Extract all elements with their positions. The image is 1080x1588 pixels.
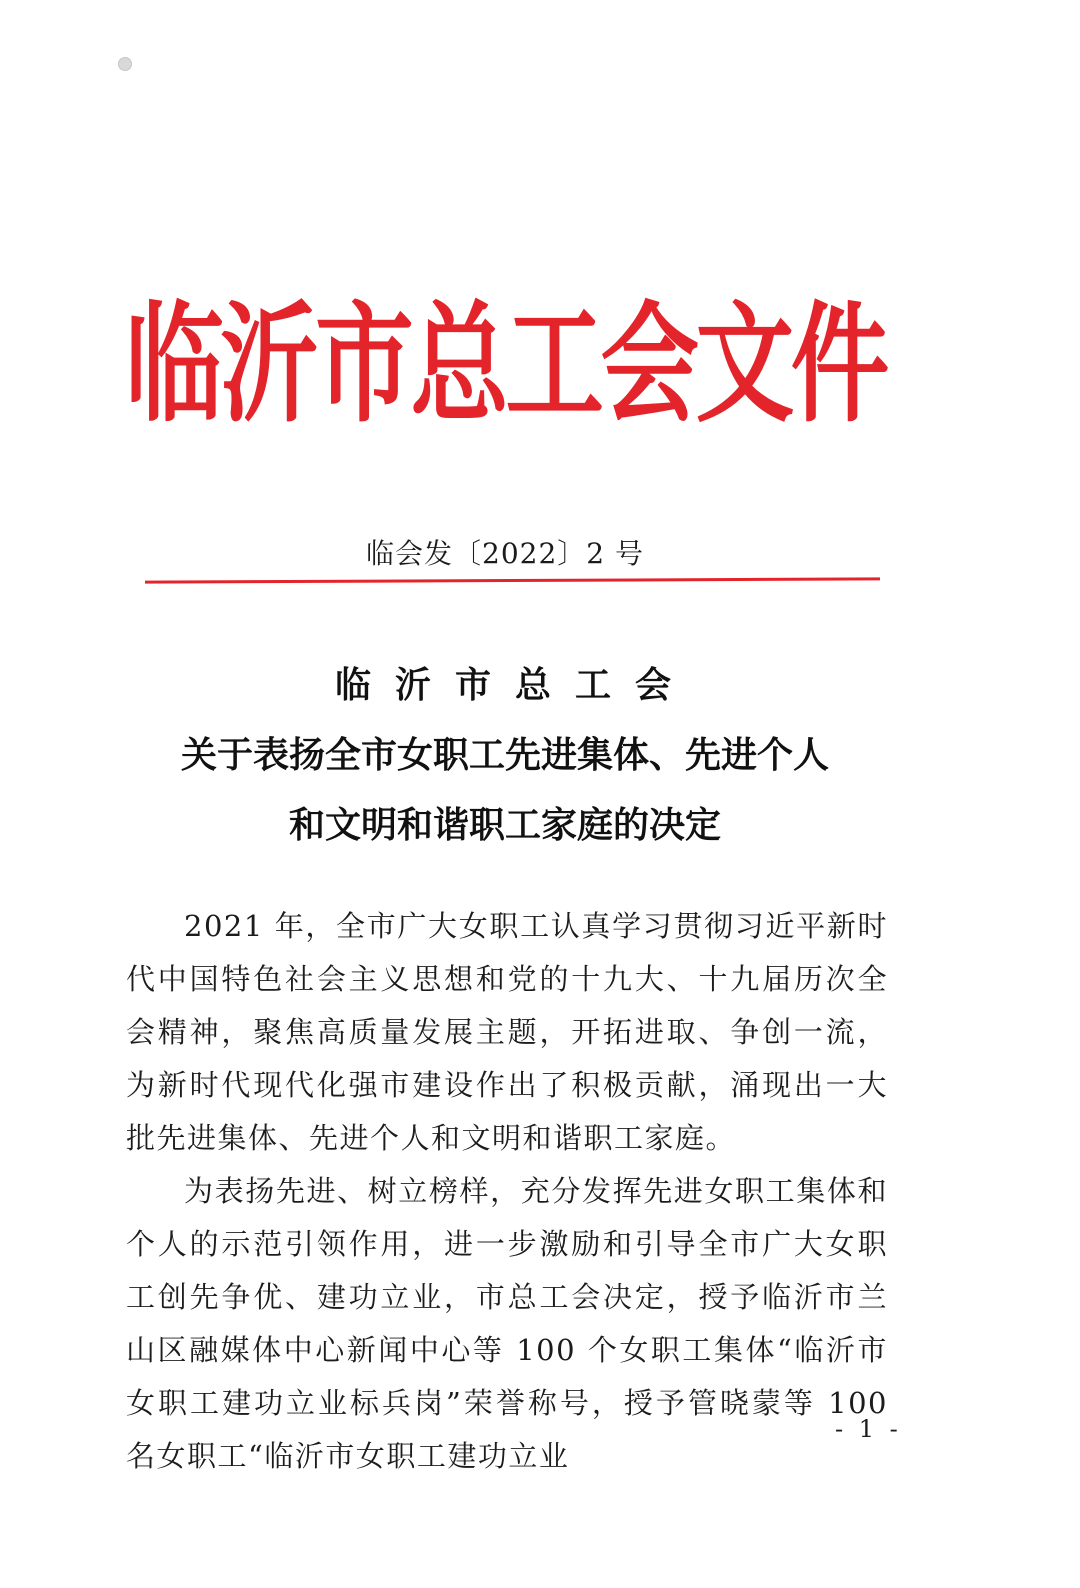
document-title bbox=[0, 650, 1010, 860]
red-divider-line bbox=[145, 577, 880, 583]
document-body bbox=[126, 900, 888, 1483]
title-line-subject-cont: 和文明和谐职工家庭的决定 bbox=[288, 804, 721, 846]
title-line-subject: 关于表扬全市女职工先进集体、先进个人 bbox=[180, 734, 829, 776]
document-number: 临会发〔2022〕2 号 bbox=[366, 537, 644, 570]
punch-hole bbox=[118, 57, 132, 71]
red-header-title: 临沂市总工会文件 bbox=[125, 288, 886, 441]
body-paragraph: 为表扬先进、树立榜样，充分发挥先进女职工集体和个人的示范引领作用，进一步激励和引导全市广大女职工创先争优、建功立业，市总工会决定，授予临沂市兰山区融媒体中心新闻中心等 100 个女职工集体“临沂市女职工建功立业标兵岗”荣誉称号，授予管晓蒙等 100 名女职工“临沂市女职工建功立业 bbox=[126, 1174, 888, 1473]
page-number: - 1 - bbox=[835, 1415, 902, 1443]
title-line-issuer: 临沂市总工会 bbox=[334, 664, 695, 706]
body-paragraph: 2021 年，全市广大女职工认真学习贯彻习近平新时代中国特色社会主义思想和党的十九大、十九届历次全会精神，聚焦高质量发展主题，开拓进取、争创一流，为新时代现代化强市建设作出了积极贡献，涌现出一大批先进集体、先进个人和文明和谐职工家庭。 bbox=[126, 909, 888, 1155]
